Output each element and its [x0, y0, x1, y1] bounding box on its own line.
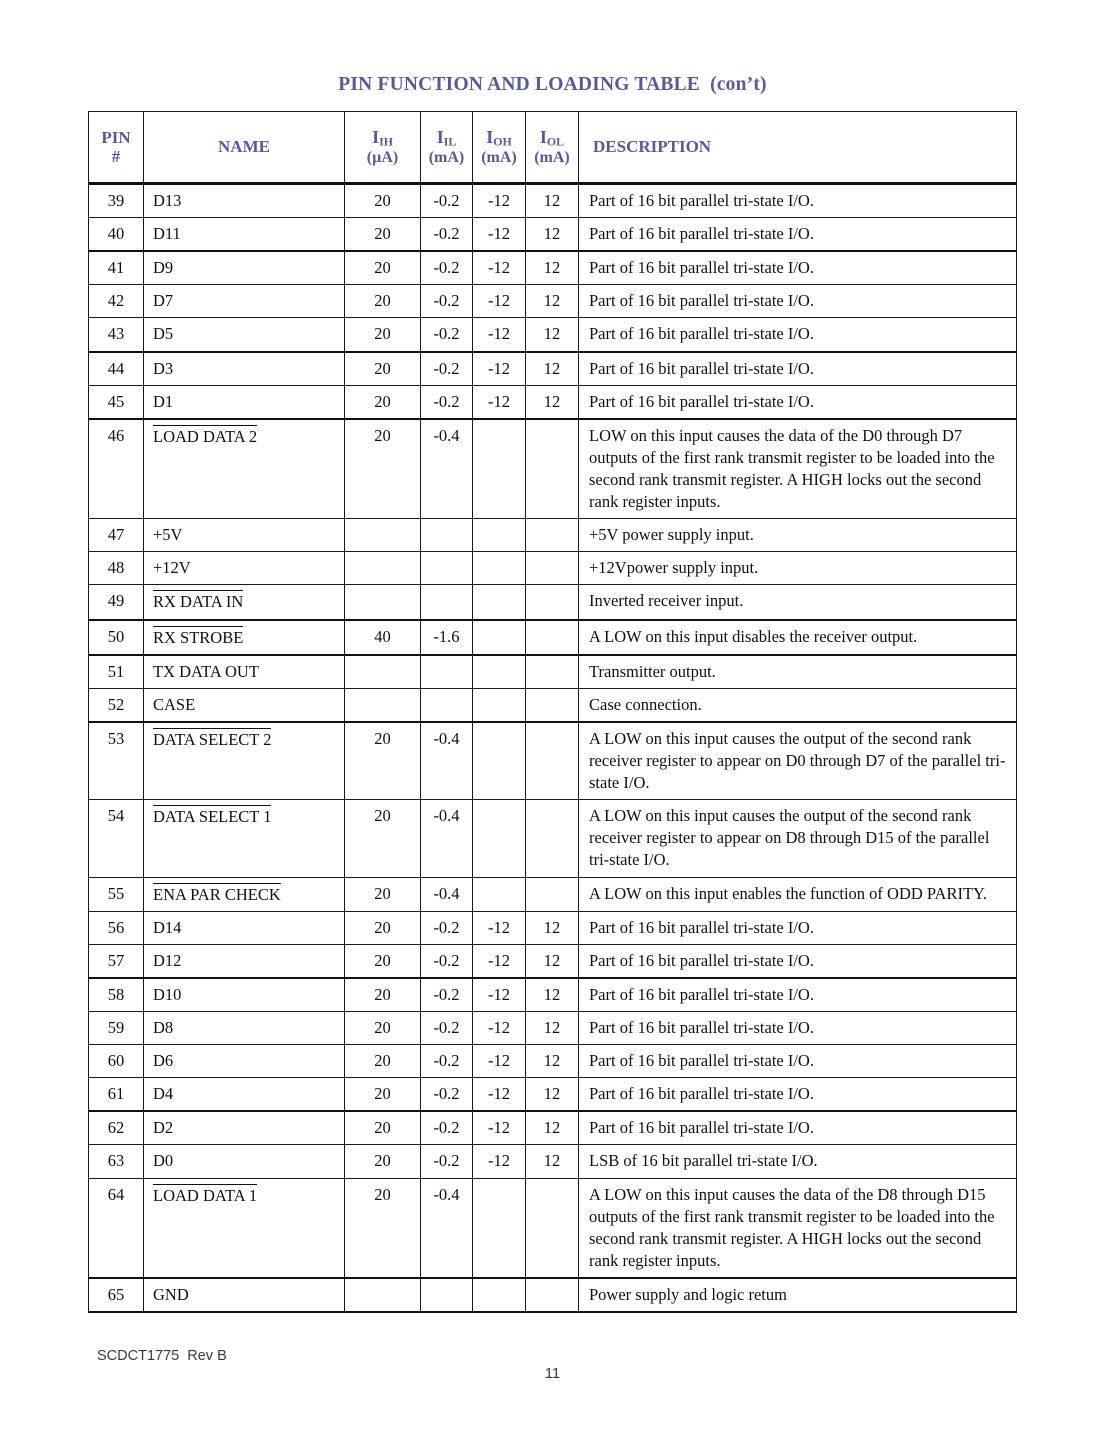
cell-ioh	[473, 1278, 526, 1312]
cell-description: Part of 16 bit parallel tri-state I/O.	[579, 1011, 1017, 1044]
column-header-pin-number	[89, 112, 144, 184]
cell-iih: 20	[345, 184, 421, 218]
cell-ioh	[473, 655, 526, 689]
cell-ioh	[473, 800, 526, 877]
cell-signal-name: D11	[144, 218, 345, 252]
cell-signal-name: D9	[144, 251, 345, 285]
cell-iol	[526, 655, 579, 689]
cell-iol: 12	[526, 1045, 579, 1078]
table-row	[89, 655, 1017, 689]
cell-iil: -0.4	[421, 722, 473, 800]
table-header-row	[89, 112, 1017, 184]
cell-iil: -0.4	[421, 877, 473, 911]
cell-pin-number: 44	[89, 352, 144, 386]
cell-iih: 20	[345, 285, 421, 318]
cell-iol	[526, 620, 579, 655]
active-low-overline: LOAD DATA 1	[153, 1185, 258, 1205]
cell-iol: 12	[526, 978, 579, 1012]
cell-iil: -1.6	[421, 620, 473, 655]
column-header-iil	[421, 112, 473, 184]
cell-iih: 20	[345, 385, 421, 419]
cell-ioh	[473, 722, 526, 800]
cell-iol: 12	[526, 1011, 579, 1044]
cell-ioh	[473, 519, 526, 552]
table-row	[89, 1045, 1017, 1078]
cell-iih: 20	[345, 218, 421, 252]
cell-pin-number: 55	[89, 877, 144, 911]
cell-iih: 20	[345, 911, 421, 944]
cell-iih: 20	[345, 419, 421, 519]
cell-description: LSB of 16 bit parallel tri-state I/O.	[579, 1145, 1017, 1178]
table-row	[89, 620, 1017, 655]
cell-signal-name: +12V	[144, 552, 345, 585]
cell-pin-number: 54	[89, 800, 144, 877]
cell-iih: 20	[345, 352, 421, 386]
cell-description: +12Vpower supply input.	[579, 552, 1017, 585]
cell-description: Part of 16 bit parallel tri-state I/O.	[579, 184, 1017, 218]
cell-description: Part of 16 bit parallel tri-state I/O.	[579, 285, 1017, 318]
cell-iih: 20	[345, 722, 421, 800]
cell-signal-name: D5	[144, 318, 345, 352]
cell-iih: 20	[345, 1111, 421, 1145]
cell-pin-number: 49	[89, 585, 144, 620]
cell-iih: 20	[345, 877, 421, 911]
column-header-iol-subscript: OL	[546, 134, 565, 149]
cell-iil: -0.2	[421, 184, 473, 218]
cell-pin-number: 48	[89, 552, 144, 585]
table-row	[89, 1278, 1017, 1312]
cell-ioh: -12	[473, 1145, 526, 1178]
cell-iil: -0.2	[421, 251, 473, 285]
cell-iol: 12	[526, 352, 579, 386]
cell-ioh	[473, 419, 526, 519]
cell-description: Part of 16 bit parallel tri-state I/O.	[579, 978, 1017, 1012]
cell-iil	[421, 585, 473, 620]
cell-signal-name: D2	[144, 1111, 345, 1145]
cell-iol: 12	[526, 911, 579, 944]
cell-description: Part of 16 bit parallel tri-state I/O.	[579, 352, 1017, 386]
cell-iol	[526, 877, 579, 911]
cell-iih: 20	[345, 1145, 421, 1178]
column-header-ioh-subscript: OH	[493, 134, 512, 149]
cell-iol	[526, 419, 579, 519]
cell-ioh: -12	[473, 251, 526, 285]
cell-description: +5V power supply input.	[579, 519, 1017, 552]
cell-iih: 20	[345, 1078, 421, 1112]
table-row	[89, 877, 1017, 911]
table-row	[89, 1011, 1017, 1044]
cell-iil: -0.4	[421, 419, 473, 519]
table-row	[89, 944, 1017, 978]
pin-function-loading-table	[88, 111, 1017, 1313]
cell-pin-number: 42	[89, 285, 144, 318]
cell-signal-name: D1	[144, 385, 345, 419]
cell-description: A LOW on this input disables the receiver output.	[579, 620, 1017, 655]
table-row	[89, 722, 1017, 800]
column-header-name: NAME	[144, 112, 345, 184]
column-header-pin-line2: #	[111, 147, 121, 166]
cell-signal-name	[144, 800, 345, 877]
cell-iil: -0.4	[421, 800, 473, 877]
cell-signal-name: D6	[144, 1045, 345, 1078]
cell-iih	[345, 655, 421, 689]
cell-ioh	[473, 620, 526, 655]
cell-iih: 20	[345, 251, 421, 285]
cell-ioh	[473, 877, 526, 911]
cell-ioh: -12	[473, 978, 526, 1012]
column-header-ioh-unit: (mA)	[481, 149, 517, 166]
cell-signal-name: D0	[144, 1145, 345, 1178]
cell-signal-name	[144, 1178, 345, 1278]
table-row	[89, 184, 1017, 218]
cell-pin-number: 56	[89, 911, 144, 944]
cell-iih	[345, 585, 421, 620]
cell-description: A LOW on this input causes the output of the second rank receiver register to appear on D8 through D15 of the parallel tri-state I/O.	[579, 800, 1017, 877]
cell-signal-name: D13	[144, 184, 345, 218]
table-row	[89, 978, 1017, 1012]
cell-iih	[345, 1278, 421, 1312]
cell-description: Part of 16 bit parallel tri-state I/O.	[579, 1045, 1017, 1078]
cell-pin-number: 53	[89, 722, 144, 800]
cell-iol	[526, 552, 579, 585]
cell-signal-name: D10	[144, 978, 345, 1012]
cell-ioh	[473, 552, 526, 585]
column-header-iol-unit: (mA)	[534, 149, 570, 166]
cell-iih	[345, 552, 421, 585]
cell-iil: -0.2	[421, 1111, 473, 1145]
footer-revision-label: SCDCT1775 Rev B	[97, 1348, 227, 1364]
cell-iol	[526, 1278, 579, 1312]
column-header-iih	[345, 112, 421, 184]
cell-iil: -0.2	[421, 1078, 473, 1112]
cell-ioh	[473, 1178, 526, 1278]
cell-signal-name: D3	[144, 352, 345, 386]
table-row	[89, 1178, 1017, 1278]
cell-iol: 12	[526, 318, 579, 352]
cell-signal-name: D8	[144, 1011, 345, 1044]
cell-iol: 12	[526, 944, 579, 978]
cell-description: Part of 16 bit parallel tri-state I/O.	[579, 1078, 1017, 1112]
cell-description: Part of 16 bit parallel tri-state I/O.	[579, 1111, 1017, 1145]
cell-pin-number: 41	[89, 251, 144, 285]
cell-signal-name	[144, 419, 345, 519]
column-header-iol-symbol: I	[539, 127, 547, 148]
cell-iol: 12	[526, 1111, 579, 1145]
cell-iol	[526, 800, 579, 877]
active-low-overline: LOAD DATA 2	[153, 426, 258, 446]
column-header-iih-symbol: I	[372, 127, 380, 148]
cell-pin-number: 40	[89, 218, 144, 252]
cell-signal-name: D4	[144, 1078, 345, 1112]
table-body	[89, 184, 1017, 1313]
cell-iil: -0.2	[421, 911, 473, 944]
column-header-ioh-symbol: I	[486, 127, 494, 148]
cell-iol: 12	[526, 184, 579, 218]
cell-iil	[421, 655, 473, 689]
table-row	[89, 285, 1017, 318]
cell-description: Part of 16 bit parallel tri-state I/O.	[579, 385, 1017, 419]
cell-iol: 12	[526, 1145, 579, 1178]
table-row	[89, 1078, 1017, 1112]
cell-ioh: -12	[473, 318, 526, 352]
cell-description: Power supply and logic retum	[579, 1278, 1017, 1312]
cell-iil	[421, 552, 473, 585]
cell-ioh: -12	[473, 385, 526, 419]
cell-description: Part of 16 bit parallel tri-state I/O.	[579, 944, 1017, 978]
cell-pin-number: 52	[89, 688, 144, 722]
cell-iol: 12	[526, 218, 579, 252]
cell-iih: 20	[345, 944, 421, 978]
cell-iil: -0.2	[421, 1145, 473, 1178]
cell-ioh: -12	[473, 1011, 526, 1044]
cell-ioh: -12	[473, 1111, 526, 1145]
page-title: PIN FUNCTION AND LOADING TABLE (con’t)	[338, 74, 767, 95]
cell-signal-name: D14	[144, 911, 345, 944]
cell-iol: 12	[526, 385, 579, 419]
cell-description: A LOW on this input enables the function of ODD PARITY.	[579, 877, 1017, 911]
table-row	[89, 800, 1017, 877]
cell-pin-number: 46	[89, 419, 144, 519]
cell-signal-name: TX DATA OUT	[144, 655, 345, 689]
table-row	[89, 318, 1017, 352]
cell-iih: 20	[345, 1045, 421, 1078]
cell-iil: -0.4	[421, 1178, 473, 1278]
column-header-pin-line1: PIN	[101, 127, 131, 147]
cell-iil: -0.2	[421, 385, 473, 419]
cell-pin-number: 57	[89, 944, 144, 978]
column-header-iih-unit: (µA)	[366, 149, 399, 166]
cell-pin-number: 50	[89, 620, 144, 655]
cell-description: Part of 16 bit parallel tri-state I/O.	[579, 318, 1017, 352]
cell-signal-name	[144, 620, 345, 655]
cell-iol: 12	[526, 251, 579, 285]
column-header-description: DESCRIPTION	[579, 112, 1017, 184]
cell-ioh: -12	[473, 1078, 526, 1112]
table-row	[89, 1111, 1017, 1145]
cell-iil	[421, 688, 473, 722]
cell-iil: -0.2	[421, 1045, 473, 1078]
cell-iil: -0.2	[421, 285, 473, 318]
table-row	[89, 251, 1017, 285]
column-header-iil-subscript: IL	[443, 134, 457, 149]
cell-iil: -0.2	[421, 318, 473, 352]
column-header-iol	[526, 112, 579, 184]
cell-description: Part of 16 bit parallel tri-state I/O.	[579, 251, 1017, 285]
cell-iih	[345, 688, 421, 722]
cell-ioh: -12	[473, 184, 526, 218]
cell-ioh: -12	[473, 352, 526, 386]
cell-iil: -0.2	[421, 352, 473, 386]
cell-description: Case connection.	[579, 688, 1017, 722]
cell-description: LOW on this input causes the data of the D0 through D7 outputs of the first rank transmit register to be loaded into the second rank transmit register. A HIGH locks out the second rank register inputs.	[579, 419, 1017, 519]
cell-signal-name	[144, 585, 345, 620]
cell-iil	[421, 519, 473, 552]
cell-iol: 12	[526, 1078, 579, 1112]
cell-ioh: -12	[473, 944, 526, 978]
cell-pin-number: 59	[89, 1011, 144, 1044]
cell-ioh: -12	[473, 1045, 526, 1078]
cell-ioh: -12	[473, 218, 526, 252]
active-low-overline: DATA SELECT 1	[153, 807, 272, 827]
column-header-ioh	[473, 112, 526, 184]
cell-iil: -0.2	[421, 1011, 473, 1044]
cell-signal-name	[144, 722, 345, 800]
cell-pin-number: 43	[89, 318, 144, 352]
cell-pin-number: 63	[89, 1145, 144, 1178]
cell-ioh	[473, 688, 526, 722]
cell-pin-number: 51	[89, 655, 144, 689]
cell-signal-name: D7	[144, 285, 345, 318]
cell-description: Inverted receiver input.	[579, 585, 1017, 620]
column-header-iil-symbol: I	[436, 127, 444, 148]
cell-pin-number: 45	[89, 385, 144, 419]
table-header	[89, 112, 1017, 184]
cell-iih: 20	[345, 978, 421, 1012]
cell-description: Part of 16 bit parallel tri-state I/O.	[579, 218, 1017, 252]
table-row	[89, 352, 1017, 386]
table-row	[89, 1145, 1017, 1178]
table-row	[89, 419, 1017, 519]
cell-signal-name: D12	[144, 944, 345, 978]
table-row	[89, 688, 1017, 722]
cell-iol	[526, 688, 579, 722]
cell-iih: 40	[345, 620, 421, 655]
cell-ioh: -12	[473, 285, 526, 318]
active-low-overline: ENA PAR CHECK	[153, 884, 281, 904]
cell-iih: 20	[345, 800, 421, 877]
cell-iil: -0.2	[421, 978, 473, 1012]
cell-description: Part of 16 bit parallel tri-state I/O.	[579, 911, 1017, 944]
cell-iol	[526, 519, 579, 552]
cell-pin-number: 64	[89, 1178, 144, 1278]
table-row	[89, 218, 1017, 252]
column-header-iih-subscript: IH	[379, 134, 393, 149]
table-row	[89, 585, 1017, 620]
cell-description: Transmitter output.	[579, 655, 1017, 689]
cell-pin-number: 60	[89, 1045, 144, 1078]
cell-iil: -0.2	[421, 944, 473, 978]
cell-iih	[345, 519, 421, 552]
cell-pin-number: 62	[89, 1111, 144, 1145]
cell-pin-number: 39	[89, 184, 144, 218]
cell-description: A LOW on this input causes the output of the second rank receiver register to appear on D0 through D7 of the parallel tri-state I/O.	[579, 722, 1017, 800]
cell-iil	[421, 1278, 473, 1312]
table-row	[89, 519, 1017, 552]
cell-ioh	[473, 585, 526, 620]
cell-iih: 20	[345, 318, 421, 352]
cell-iih: 20	[345, 1178, 421, 1278]
active-low-overline: RX STROBE	[153, 627, 244, 647]
pin-function-table-container	[88, 111, 1016, 1313]
cell-pin-number: 47	[89, 519, 144, 552]
cell-iih: 20	[345, 1011, 421, 1044]
cell-signal-name	[144, 877, 345, 911]
cell-iol: 12	[526, 285, 579, 318]
cell-signal-name: CASE	[144, 688, 345, 722]
table-row	[89, 385, 1017, 419]
cell-iil: -0.2	[421, 218, 473, 252]
active-low-overline: RX DATA IN	[153, 592, 244, 612]
cell-pin-number: 65	[89, 1278, 144, 1312]
cell-pin-number: 61	[89, 1078, 144, 1112]
table-row	[89, 911, 1017, 944]
cell-iol	[526, 585, 579, 620]
table-row	[89, 552, 1017, 585]
cell-signal-name: GND	[144, 1278, 345, 1312]
cell-ioh: -12	[473, 911, 526, 944]
cell-signal-name: +5V	[144, 519, 345, 552]
cell-iol	[526, 722, 579, 800]
cell-pin-number: 58	[89, 978, 144, 1012]
footer-page-number: 11	[544, 1365, 561, 1382]
cell-iol	[526, 1178, 579, 1278]
column-header-iil-unit: (mA)	[428, 149, 465, 166]
active-low-overline: DATA SELECT 2	[153, 729, 272, 749]
cell-description: A LOW on this input causes the data of the D8 through D15 outputs of the first rank transmit register to be loaded into the second rank transmit register. A HIGH locks out the second rank register inputs.	[579, 1178, 1017, 1278]
